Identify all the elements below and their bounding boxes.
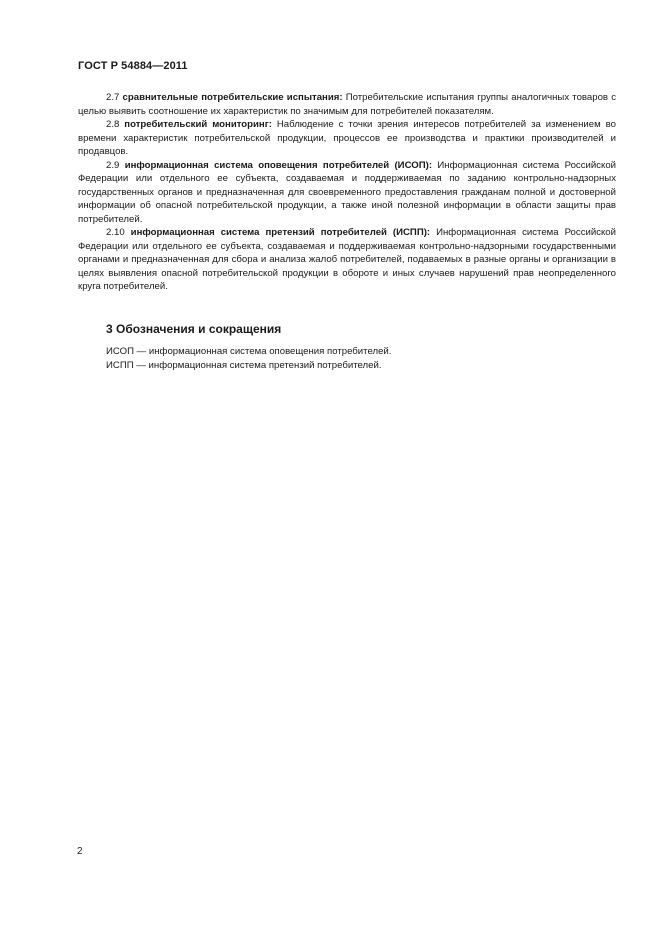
definition-number: 2.8: [106, 119, 120, 130]
definition-text: Потребительские испытания группы аналогичных товаров с целью выявить соотношение их характеристик по значимым для потребителей показателям.: [78, 92, 617, 117]
definition-2-7: [78, 91, 616, 118]
definition-term: сравнительные потребительские испытания:: [122, 92, 343, 103]
definitions-block: [78, 91, 616, 294]
definition-term: информационная система претензий потребителей (ИСПП):: [130, 227, 431, 238]
definition-term: информационная система оповещения потребителей (ИСОП):: [124, 159, 433, 171]
definition-text: Информационная система Российской Федерации или отдельного ее субъекта, создаваемая и поддерживаемая по заданию контрольно-надзорных государственных органов и предназначенная для своевременного предоставления гражданам полной и достоверной информации об опасной потребительской продукции, а также иной полезной информации в области защиты прав потребителей.: [78, 159, 617, 225]
abbreviation-item: ИСПП — информационная система претензий потребителей.: [106, 360, 382, 371]
definition-2-10: [78, 226, 616, 294]
abbreviations-list: [78, 345, 616, 373]
document-header: ГОСТ Р 54884—2011: [78, 60, 188, 72]
definition-term: потребительский мониторинг:: [124, 119, 272, 130]
abbreviation-item: ИСОП — информационная система оповещения потребителей.: [106, 346, 392, 357]
definition-number: 2.10: [106, 227, 125, 238]
definition-number: 2.7: [106, 92, 120, 103]
definition-number: 2.9: [106, 159, 120, 171]
section-title: 3 Обозначения и сокращения: [106, 322, 282, 336]
definition-text: Информационная система Российской Федерации или отдельного ее субъекта, создаваемая и поддерживаемая контрольно-надзорными государственными органами и предназначенная для сбора и анализа жалоб потребителей, подаваемых в разные органы и организации в целях выявления опасной потребительской продукции в обороте и иных случаев нарушений прав неопределенного круга потребителей.: [78, 227, 617, 292]
page-number: 2: [77, 846, 83, 857]
definition-2-8: [78, 118, 616, 159]
definition-2-9: [78, 159, 616, 227]
definition-text: Наблюдение с точки зрения интересов потребителей за изменением во времени характеристик потребительской продукции, процессов ее производства и практики производителей и продавцов.: [78, 119, 616, 157]
